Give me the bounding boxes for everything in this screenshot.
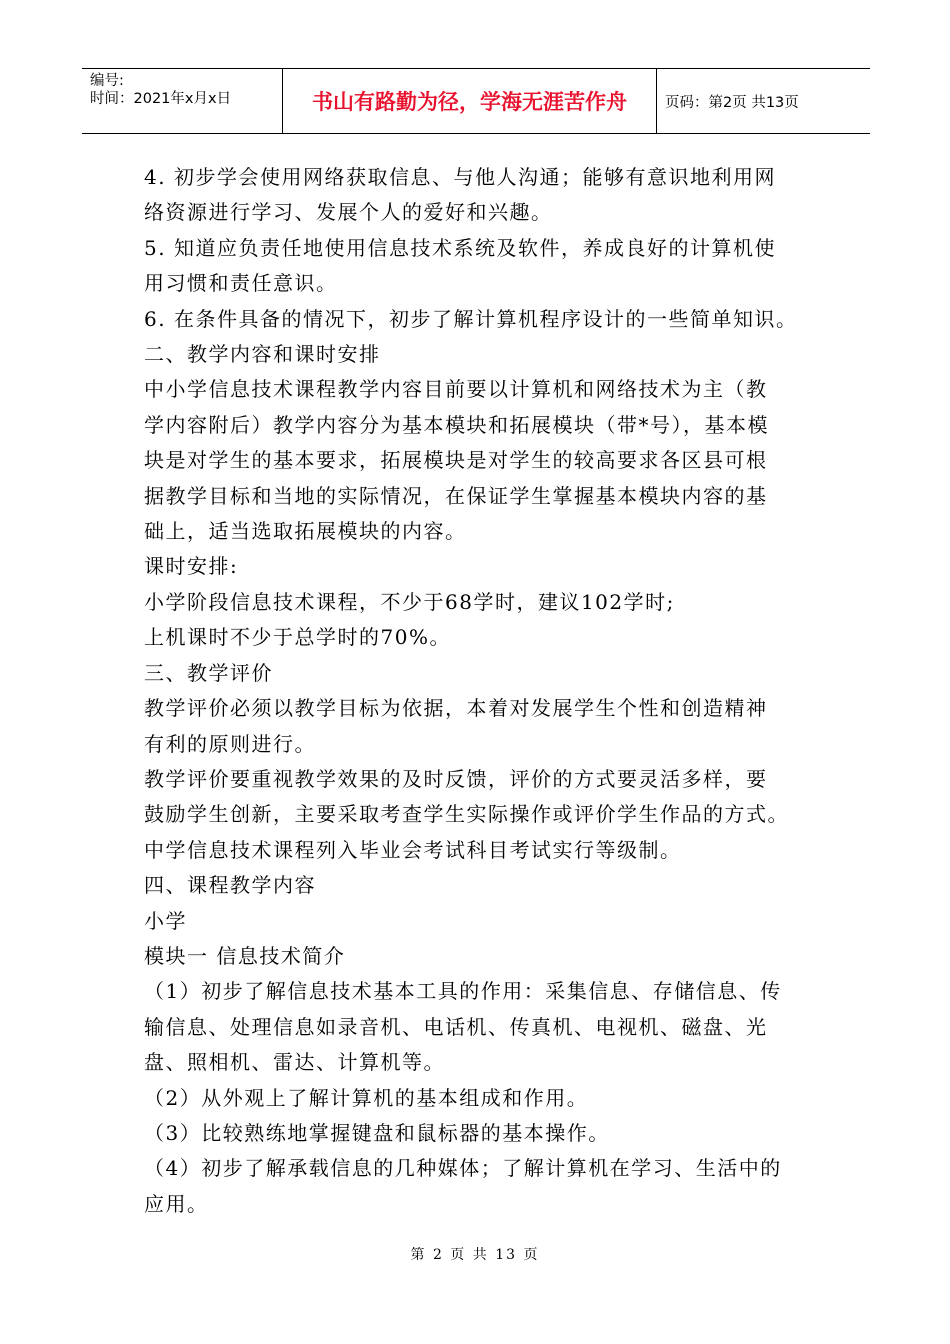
text-line: （4）初步了解承载信息的几种媒体；了解计算机在学习、生活中的 bbox=[144, 1156, 782, 1181]
document-number-label: 编号: bbox=[90, 73, 124, 89]
text-line: 络资源进行学习、发展个人的爱好和兴趣。 bbox=[144, 200, 553, 225]
text-line: （1）初步了解信息技术基本工具的作用：采集信息、存储信息、传 bbox=[144, 979, 782, 1004]
text-line: 二、教学内容和课时安排 bbox=[144, 342, 381, 367]
header-info bbox=[82, 69, 283, 133]
page-header bbox=[82, 68, 870, 134]
text-line: 小学 bbox=[144, 908, 187, 933]
text-line: 应用。 bbox=[144, 1191, 209, 1216]
text-line: 小学阶段信息技术课程，不少于68学时，建议102学时; bbox=[144, 589, 675, 614]
text-line: 据教学目标和当地的实际情况，在保证学生掌握基本模块内容的基 bbox=[144, 483, 768, 508]
text-line: 学内容附后）教学内容分为基本模块和拓展模块（带*号），基本模 bbox=[144, 412, 769, 437]
text-line: 课时安排: bbox=[144, 554, 239, 579]
text-line: 盘、照相机、雷达、计算机等。 bbox=[144, 1050, 445, 1075]
text-line: （3）比较熟练地掌握键盘和鼠标器的基本操作。 bbox=[144, 1120, 610, 1145]
text-line: 中学信息技术课程列入毕业会考试科目考试实行等级制。 bbox=[144, 837, 682, 862]
text-line: 三、教学评价 bbox=[144, 660, 273, 685]
text-line: 输信息、处理信息如录音机、电话机、传真机、电视机、磁盘、光 bbox=[144, 1014, 768, 1039]
text-line: 中小学信息技术课程教学内容目前要以计算机和网络技术为主（教 bbox=[144, 377, 768, 402]
text-line: 用习惯和责任意识。 bbox=[144, 271, 338, 296]
text-line: 5. 知道应负责任地使用信息技术系统及软件，养成良好的计算机使 bbox=[144, 235, 776, 260]
text-line: 教学评价必须以教学目标为依据，本着对发展学生个性和创造精神 bbox=[144, 696, 768, 721]
text-line: 四、课程教学内容 bbox=[144, 873, 316, 898]
text-line: 上机课时不少于总学时的70%。 bbox=[144, 625, 451, 650]
document-body bbox=[144, 160, 816, 1222]
header-motto: 书山有路勤为径，学海无涯苦作舟 bbox=[283, 69, 657, 133]
page-footer: 第 2 页 共 13 页 bbox=[410, 1247, 540, 1263]
text-line: （2）从外观上了解计算机的基本组成和作用。 bbox=[144, 1085, 589, 1110]
text-line: 鼓励学生创新，主要采取考查学生实际操作或评价学生作品的方式。 bbox=[144, 802, 789, 827]
text-line: 有利的原则进行。 bbox=[144, 731, 316, 756]
header-page-info: 页码：第2页 共13页 bbox=[665, 94, 799, 111]
text-line: 6. 在条件具备的情况下，初步了解计算机程序设计的一些简单知识。 bbox=[144, 306, 798, 331]
text-line: 础上，适当选取拓展模块的内容。 bbox=[144, 519, 467, 544]
document-date: 时间：2021年x月x日 bbox=[90, 91, 232, 107]
text-line: 块是对学生的基本要求，拓展模块是对学生的较高要求各区县可根 bbox=[144, 448, 768, 473]
text-line: 模块一 信息技术简介 bbox=[144, 943, 346, 968]
text-line: 4. 初步学会使用网络获取信息、与他人沟通；能够有意识地利用网 bbox=[144, 165, 776, 189]
text-line: 教学评价要重视教学效果的及时反馈，评价的方式要灵活多样，要 bbox=[144, 766, 768, 791]
